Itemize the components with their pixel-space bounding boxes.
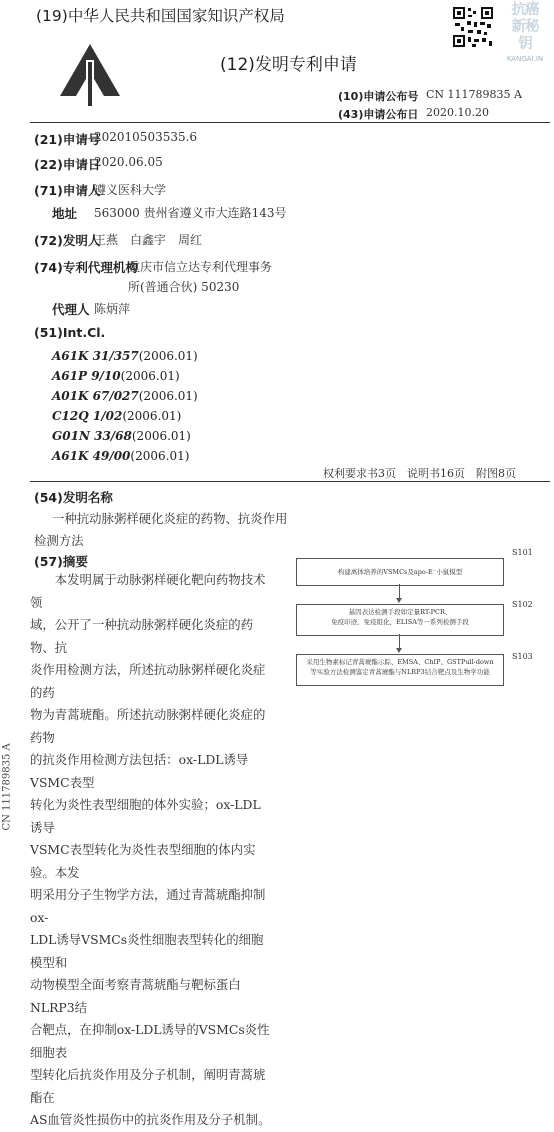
arrowhead-2	[396, 648, 402, 653]
abstract-line: 物为青蒿琥酯。所述抗动脉粥样硬化炎症的药物	[30, 707, 266, 745]
abstract-line: 炎作用检测方法，所述抗动脉粥样硬化炎症的药	[30, 662, 266, 700]
abstract-line: 本发明属于动脉粥样硬化靶向药物技术领	[30, 572, 266, 610]
flowchart	[288, 548, 550, 698]
application-date-label: (22)申请日	[34, 157, 101, 172]
publication-date: 2020.10.20	[426, 106, 489, 119]
ipc-version: (2006.01)	[138, 389, 198, 403]
abstract-line: LDL诱导VSMCs炎性细胞表型转化的细胞模型和	[30, 932, 264, 970]
ipc-item	[52, 385, 198, 405]
applicant-name: 遵义医科大学	[94, 183, 167, 197]
ipc-item	[52, 445, 198, 465]
arrow-2	[399, 634, 400, 649]
abstract-line: 动物模型全面考察青蒿琥酯与靶标蛋白NLRP3结	[30, 977, 241, 1015]
abstract-line: 转化为炎性表型细胞的体外实验；ox-LDL诱导	[30, 797, 261, 835]
invention-title-label: (54)发明名称	[34, 490, 113, 505]
address-value: 563000 贵州省遵义市大连路143号	[94, 206, 287, 220]
step-text-s102-line1: 基因表达检测手段如定量RT-PCR、	[348, 608, 452, 616]
side-publication-mark: CN 111789835 A	[1, 743, 13, 831]
abstract-line: VSMC表型转化为炎性表型细胞的体内实验。本发	[30, 842, 256, 880]
application-date: 2020.06.05	[94, 155, 163, 169]
abstract-line: 域，公开了一种抗动脉粥样硬化炎症的药物、抗	[30, 617, 254, 655]
publication-number: CN 111789835 A	[426, 88, 522, 101]
application-number-label: (21)申请号	[34, 132, 101, 147]
abstract-line: 的抗炎作用检测方法包括：ox-LDL诱导VSMC表型	[30, 752, 249, 790]
ipc-version: (2006.01)	[138, 349, 198, 363]
ipc-code: G01N 33/68	[52, 429, 132, 443]
ipc-version: (2006.01)	[120, 369, 180, 383]
ipc-item	[52, 345, 198, 365]
step-text-s103-line1: 采用生物素标记青蒿琥酯示踪、EMSA、ChIP、GSTPull-down	[306, 658, 494, 666]
publication-date-label: (43)申请公布日	[338, 108, 419, 121]
agency-label: (74)专利代理机构	[34, 260, 138, 275]
step-box-s102	[296, 604, 504, 636]
step-text-s101: 构建离体培养的VSMCs及apo-E⁻小鼠模型	[337, 568, 463, 576]
abstract-body	[30, 569, 272, 1132]
agent-label: 代理人	[52, 302, 90, 317]
step-text-s102-line2: 免疫印迹，免疫组化，ELISA等一系列检测手段	[331, 618, 469, 626]
step-label-s102: S102	[512, 600, 533, 609]
abstract-line: 合靶点，在抑制ox-LDL诱导的VSMCs炎性细胞表	[30, 1022, 270, 1060]
ipc-code: A01K 67/027	[52, 389, 139, 403]
publication-number-label: (10)申请公布号	[338, 90, 419, 103]
abstract-line: AS血管炎性损伤中的抗炎作用及分子机制。	[30, 1112, 271, 1127]
ipc-version: (2006.01)	[130, 449, 190, 463]
application-number: 202010503535.6	[94, 130, 198, 144]
inventor-label: (72)发明人	[34, 233, 101, 248]
ipc-item	[52, 365, 198, 385]
abstract-line: 明采用分子生物学方法，通过青蒿琥酯抑制ox-	[30, 887, 266, 925]
header-rule	[30, 122, 550, 123]
ipc-label: (51)Int.Cl.	[34, 325, 106, 340]
invention-title-line1: 一种抗动脉粥样硬化炎症的药物、抗炎作用	[52, 511, 288, 526]
ipc-list	[52, 345, 198, 465]
agent-name: 陈炳萍	[94, 302, 131, 316]
step-box-s101	[296, 558, 504, 586]
arrowhead-1	[396, 598, 402, 603]
agency-name-line1: 重庆市信立达专利代理事务	[128, 260, 273, 274]
step-label-s103: S103	[512, 652, 533, 661]
document-type: (12)发明专利申请	[220, 55, 357, 75]
qr-code	[452, 6, 494, 48]
pages-summary: 权利要求书3页 说明书16页 附图8页	[323, 467, 516, 480]
watermark-text: 抗癌新秘钥	[511, 2, 539, 52]
ipc-item	[52, 405, 198, 425]
ipc-code: A61P 9/10	[52, 369, 121, 383]
step-label-s101: S101	[512, 548, 533, 557]
agency-name-line2: 所(普通合伙) 50230	[128, 280, 240, 294]
step-text-s103-line2: 等实验方法检测鉴定青蒿琥酯与NLRP3结合靶点及生物学功能	[310, 668, 490, 676]
ipc-code: A61K 31/357	[52, 349, 139, 363]
abstract-line: 型转化后抗炎作用及分子机制，阐明青蒿琥酯在	[30, 1067, 266, 1105]
applicant-label: (71)申请人	[34, 183, 101, 198]
ipc-code: A61K 49/00	[52, 449, 131, 463]
abstract-label: (57)摘要	[34, 554, 88, 569]
arrow-1	[399, 584, 400, 599]
watermark	[496, 2, 554, 63]
ipc-version: (2006.01)	[131, 429, 191, 443]
mid-rule	[30, 481, 550, 482]
ipc-code: C12Q 1/02	[52, 409, 123, 423]
ipc-item	[52, 425, 198, 445]
inventor-names: 王燕 白鑫宇 周红	[94, 233, 203, 247]
cnipa-logo	[50, 40, 130, 110]
invention-title-line2: 检测方法	[34, 533, 84, 548]
ipc-version: (2006.01)	[122, 409, 182, 423]
address-label: 地址	[52, 206, 78, 221]
watermark-site: KANGAI.IN	[506, 55, 544, 63]
office-name: (19)中华人民共和国国家知识产权局	[36, 7, 285, 25]
step-box-s103	[296, 654, 504, 686]
